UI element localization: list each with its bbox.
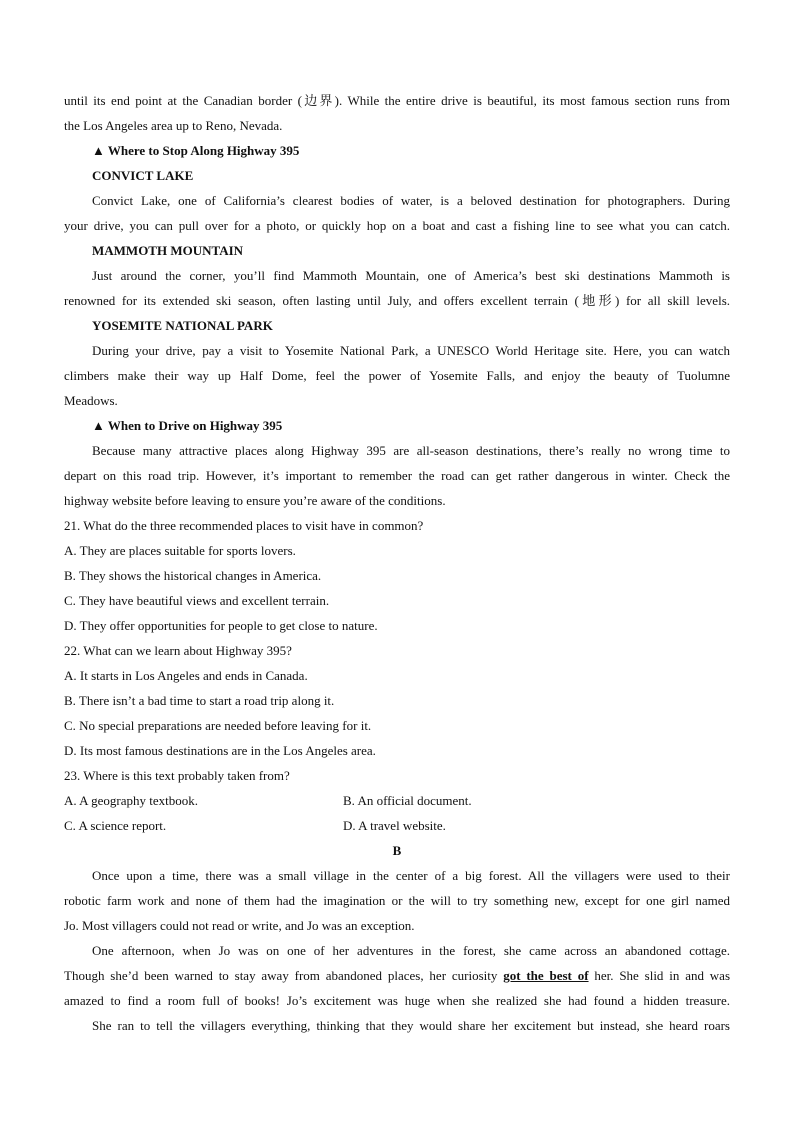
intro-line-2: the Los Angeles area up to Reno, Nevada.	[64, 118, 283, 133]
b-p1-line-2: robotic farm work and none of them had the imagination or the will to try something new, except for one girl named	[64, 893, 730, 908]
when-line-2: depart on this road trip. However, it’s important to remember the road can get rather dangerous in winter. Check the	[64, 468, 730, 483]
document-page	[64, 88, 730, 1038]
section-heading-when: ▲ When to Drive on Highway 395	[92, 418, 283, 433]
place-title-yosemite: YOSEMITE NATIONAL PARK	[92, 318, 273, 333]
when-line-1: Because many attractive places along Highway 395 are all-season destinations, there’s really no wrong time to	[92, 443, 730, 458]
question-21-stem: 21. What do the three recommended places to visit have in common?	[64, 518, 424, 533]
question-21-option-b: B. They shows the historical changes in America.	[64, 568, 322, 583]
section-heading-stops: ▲ Where to Stop Along Highway 395	[92, 143, 300, 158]
question-21-option-c: C. They have beautiful views and excellent terrain.	[64, 593, 330, 608]
b-p2-line-3: amazed to find a room full of books! Jo’s excitement was huge when she realized she had found a hidden treasure.	[64, 993, 730, 1008]
b-p2-line-2-after: her. She slid in and was	[588, 968, 731, 983]
when-line-3: highway website before leaving to ensure you’re aware of the conditions.	[64, 493, 446, 508]
mammoth-line-2: renowned for its extended ski season, often lasting until July, and offers excellent terrain (地形) for all skill levels.	[64, 293, 730, 308]
question-21-option-a: A. They are places suitable for sports lovers.	[64, 543, 296, 558]
question-23-option-c: C. A science report.	[64, 818, 167, 833]
convict-line-1: Convict Lake, one of California’s clearest bodies of water, is a beloved destination for photographers. During	[92, 193, 730, 208]
b-p1-line-1: Once upon a time, there was a small village in the center of a big forest. All the villagers were used to their	[92, 868, 730, 883]
question-22-option-d: D. Its most famous destinations are in the Los Angeles area.	[64, 743, 376, 758]
passage-b-title: B	[392, 843, 402, 858]
b-p2-line-2-before: Though she’d been warned to stay away from abandoned places, her curiosity	[64, 968, 504, 983]
b-p3-line-1: She ran to tell the villagers everything, thinking that they would share her excitement but instead, she heard roars	[92, 1018, 730, 1033]
yosemite-line-1: During your drive, pay a visit to Yosemite National Park, a UNESCO World Heritage site. Here, you can watch	[92, 343, 730, 358]
underlined-phrase: got the best of	[503, 968, 589, 983]
b-p1-line-3: Jo. Most villagers could not read or write, and Jo was an exception.	[64, 918, 415, 933]
question-23-option-d: D. A travel website.	[343, 818, 446, 833]
b-p2-line-2	[64, 963, 730, 988]
b-p2-line-1: One afternoon, when Jo was on one of her adventures in the forest, she came across an abandoned cottage.	[92, 943, 730, 958]
question-22-stem: 22. What can we learn about Highway 395?	[64, 643, 292, 658]
question-23-options-row-1	[64, 788, 730, 813]
yosemite-line-2: climbers make their way up Half Dome, feel the power of Yosemite Falls, and enjoy the beauty of Tuolumne	[64, 368, 730, 383]
question-23-option-a: A. A geography textbook.	[64, 793, 198, 808]
place-title-mammoth: MAMMOTH MOUNTAIN	[92, 243, 244, 258]
question-23-stem: 23. Where is this text probably taken from?	[64, 768, 290, 783]
question-21-option-d: D. They offer opportunities for people to get close to nature.	[64, 618, 378, 633]
mammoth-line-1: Just around the corner, you’ll find Mammoth Mountain, one of America’s best ski destinations Mammoth is	[92, 268, 730, 283]
question-22-option-a: A. It starts in Los Angeles and ends in Canada.	[64, 668, 308, 683]
yosemite-line-3: Meadows.	[64, 393, 118, 408]
question-23-options-row-2	[64, 813, 730, 838]
question-23-option-b: B. An official document.	[343, 793, 472, 808]
question-22-option-b: B. There isn’t a bad time to start a road trip along it.	[64, 693, 335, 708]
question-22-option-c: C. No special preparations are needed before leaving for it.	[64, 718, 372, 733]
place-title-convict-lake: CONVICT LAKE	[92, 168, 194, 183]
convict-line-2: your drive, you can pull over for a photo, or quickly hop on a boat and cast a fishing line to see what you can catch.	[64, 218, 730, 233]
intro-line-1: until its end point at the Canadian border (边界). While the entire drive is beautiful, its most famous section runs from	[64, 93, 730, 108]
